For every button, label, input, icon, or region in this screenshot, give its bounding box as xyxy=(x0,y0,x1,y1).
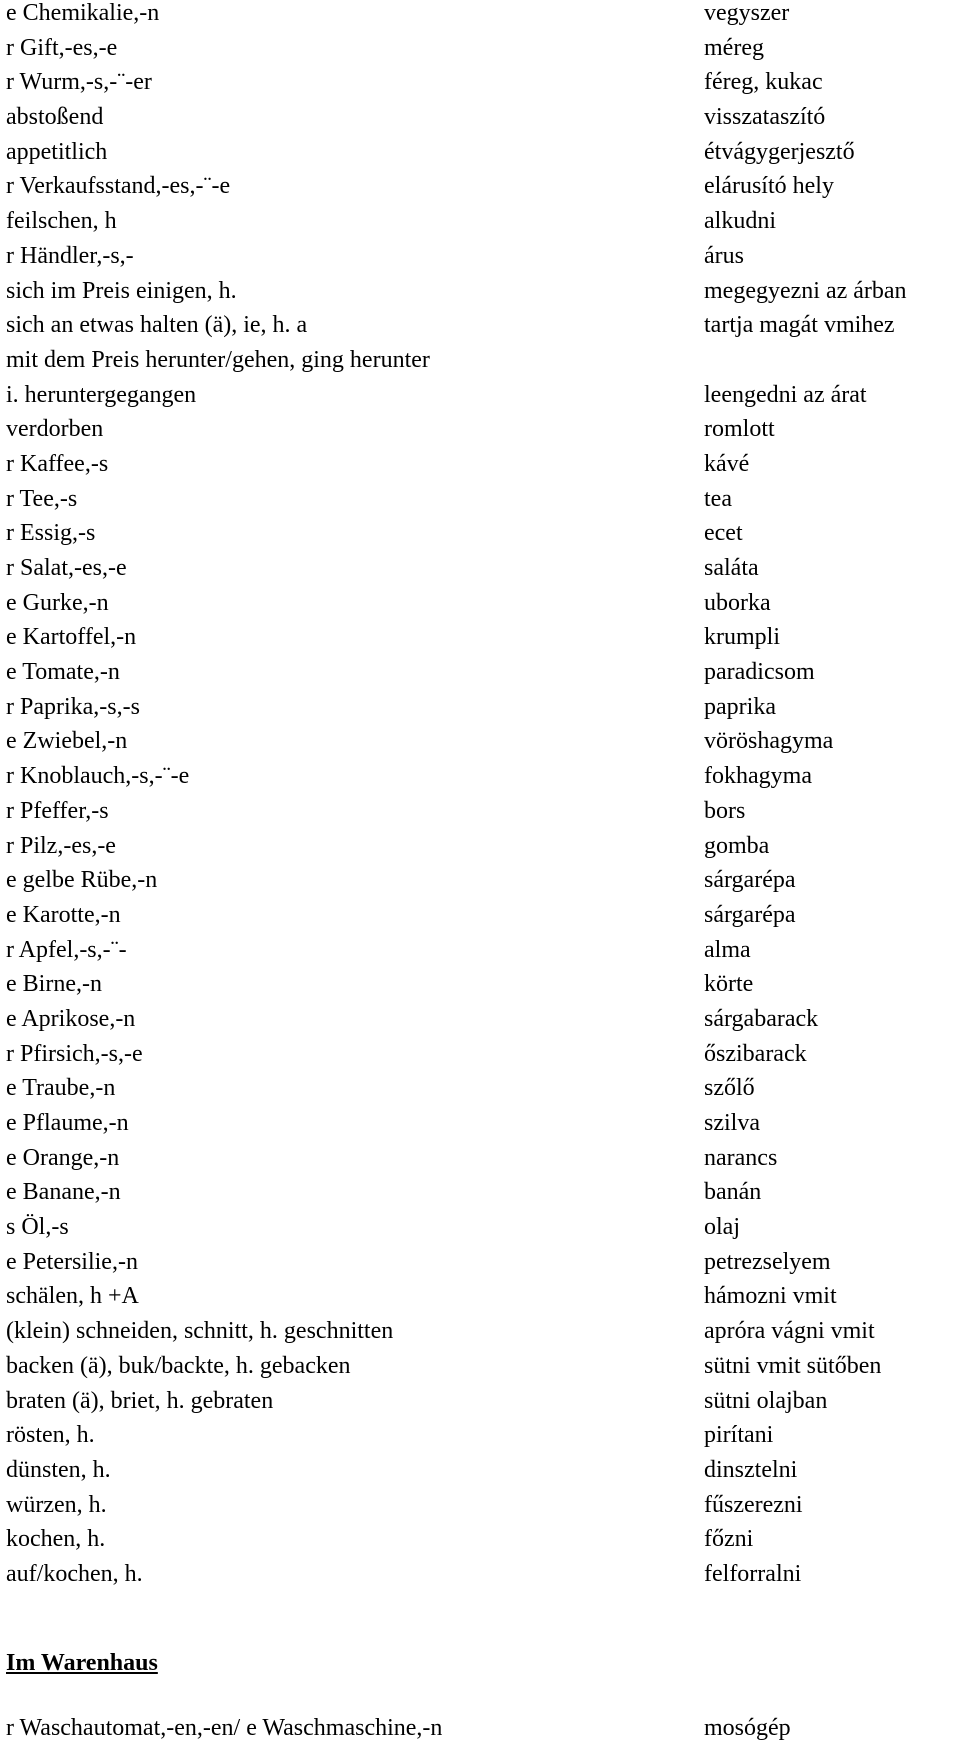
german-term: verdorben xyxy=(6,416,104,443)
hungarian-translation: sárgarépa xyxy=(704,867,796,894)
german-term: r Pfirsich,-s,-e xyxy=(6,1040,143,1067)
hungarian-translation: ecet xyxy=(704,520,743,547)
german-term: r Waschautomat,-en,-en/ e Waschmaschine,-n xyxy=(6,1714,443,1741)
vocab-row xyxy=(6,382,956,417)
vocabulary-sheet xyxy=(6,0,956,1749)
hungarian-translation: alma xyxy=(704,936,751,963)
vocab-row xyxy=(6,659,956,694)
section-heading: Im Warenhaus xyxy=(6,1649,158,1676)
german-term: schälen, h +A xyxy=(6,1283,139,1310)
german-term: r Knoblauch,-s,-¨-e xyxy=(6,763,190,790)
german-term: e Birne,-n xyxy=(6,971,102,998)
german-term: r Paprika,-s,-s xyxy=(6,693,140,720)
hungarian-translation: sütni vmit sütőben xyxy=(704,1352,882,1379)
hungarian-translation: féreg, kukac xyxy=(704,69,823,96)
german-term: e gelbe Rübe,-n xyxy=(6,867,158,894)
hungarian-translation: sárgarépa xyxy=(704,901,796,928)
vocab-row xyxy=(6,416,956,451)
hungarian-translation: hámozni vmit xyxy=(704,1283,837,1310)
german-term: r Gift,-es,-e xyxy=(6,34,118,61)
vocab-row xyxy=(6,208,956,243)
hungarian-translation: paprika xyxy=(704,693,776,720)
vocab-row xyxy=(6,728,956,763)
hungarian-translation: mosógép xyxy=(704,1714,791,1741)
hungarian-translation: vegyszer xyxy=(704,0,790,26)
hungarian-translation: olaj xyxy=(704,1214,740,1241)
hungarian-translation: pirítani xyxy=(704,1422,774,1449)
german-term: r Pilz,-es,-e xyxy=(6,832,116,859)
hungarian-translation: felforralni xyxy=(704,1560,802,1587)
german-term: feilschen, h xyxy=(6,208,117,235)
german-term: i. heruntergegangen xyxy=(6,381,197,408)
german-term: r Wurm,-s,-¨-er xyxy=(6,69,152,96)
hungarian-translation: árus xyxy=(704,242,744,269)
german-term: e Zwiebel,-n xyxy=(6,728,128,755)
german-term: e Gurke,-n xyxy=(6,589,109,616)
hungarian-translation: apróra vágni vmit xyxy=(704,1318,875,1345)
german-term: dünsten, h. xyxy=(6,1456,111,1483)
vocab-row xyxy=(6,1457,956,1492)
german-term: würzen, h. xyxy=(6,1491,107,1518)
hungarian-translation: leengedni az árat xyxy=(704,381,867,408)
vocab-row xyxy=(6,486,956,521)
vocab-row xyxy=(6,1353,956,1388)
hungarian-translation: banán xyxy=(704,1179,762,1206)
hungarian-translation: szőlő xyxy=(704,1075,755,1102)
german-term: sich an etwas halten (ä), ie, h. a xyxy=(6,312,308,339)
german-term: r Apfel,-s,-¨- xyxy=(6,936,127,963)
vocab-row xyxy=(6,312,956,347)
hungarian-translation: sárgabarack xyxy=(704,1005,819,1032)
german-term: e Aprikose,-n xyxy=(6,1005,136,1032)
vocab-row xyxy=(6,833,956,868)
vocab-row xyxy=(6,763,956,798)
vocab-row xyxy=(6,0,956,35)
german-term: e Orange,-n xyxy=(6,1144,120,1171)
hungarian-translation: narancs xyxy=(704,1144,778,1171)
vocab-row xyxy=(6,1249,956,1284)
hungarian-translation: elárusító hely xyxy=(704,173,834,200)
vocab-row xyxy=(6,590,956,625)
german-term: r Pfeffer,-s xyxy=(6,797,109,824)
vocab-row xyxy=(6,1388,956,1423)
hungarian-translation: körte xyxy=(704,971,754,998)
vocab-row xyxy=(6,243,956,278)
vocab-row xyxy=(6,971,956,1006)
vocab-row xyxy=(6,1110,956,1145)
hungarian-translation: petrezselyem xyxy=(704,1248,831,1275)
german-term: (klein) schneiden, schnitt, h. geschnitten xyxy=(6,1318,394,1345)
german-term: mit dem Preis herunter/gehen, ging herunter xyxy=(6,346,430,373)
german-term: rösten, h. xyxy=(6,1422,95,1449)
hungarian-translation: tea xyxy=(704,485,732,512)
german-term: backen (ä), buk/backte, h. gebacken xyxy=(6,1352,351,1379)
german-term: e Petersilie,-n xyxy=(6,1248,138,1275)
vocab-row xyxy=(6,624,956,659)
german-term: e Karotte,-n xyxy=(6,901,121,928)
hungarian-translation: őszibarack xyxy=(704,1040,807,1067)
vocab-row xyxy=(6,451,956,486)
vocab-row xyxy=(6,104,956,139)
vocab-row xyxy=(6,1145,956,1180)
vocab-row xyxy=(6,35,956,70)
hungarian-translation: főzni xyxy=(704,1526,754,1553)
vocab-row xyxy=(6,1283,956,1318)
german-term: e Traube,-n xyxy=(6,1075,116,1102)
vocab-row xyxy=(6,798,956,833)
hungarian-translation: szilva xyxy=(704,1110,760,1136)
vocab-row xyxy=(6,69,956,104)
german-term: abstoßend xyxy=(6,104,104,131)
vocab-row xyxy=(6,1006,956,1041)
hungarian-translation: bors xyxy=(704,797,746,824)
vocab-row xyxy=(6,1214,956,1249)
hungarian-translation: sütni olajban xyxy=(704,1387,828,1414)
hungarian-translation: fokhagyma xyxy=(704,763,812,790)
vocab-row xyxy=(6,867,956,902)
spacer xyxy=(6,1596,956,1643)
german-term: r Tee,-s xyxy=(6,485,78,512)
vocab-row xyxy=(6,1041,956,1076)
vocab-row xyxy=(6,1179,956,1214)
vocab-row xyxy=(6,1561,956,1596)
vocab-row xyxy=(6,173,956,208)
hungarian-translation: étvágygerjesztő xyxy=(704,138,855,165)
german-term: kochen, h. xyxy=(6,1526,106,1553)
hungarian-translation: kávé xyxy=(704,450,750,477)
spacer xyxy=(6,1683,956,1715)
german-term: e Tomate,-n xyxy=(6,659,120,686)
vocab-row xyxy=(6,937,956,972)
hungarian-translation: paradicsom xyxy=(704,659,815,686)
vocab-row xyxy=(6,694,956,729)
hungarian-translation: fűszerezni xyxy=(704,1491,803,1518)
vocab-row xyxy=(6,1318,956,1353)
hungarian-translation: gomba xyxy=(704,832,770,859)
vocab-row xyxy=(6,347,956,382)
german-term: r Händler,-s,- xyxy=(6,242,134,269)
vocab-row xyxy=(6,520,956,555)
hungarian-translation: uborka xyxy=(704,589,771,616)
german-term: braten (ä), briet, h. gebraten xyxy=(6,1387,274,1414)
hungarian-translation: vöröshagyma xyxy=(704,728,834,755)
german-term: e Kartoffel,-n xyxy=(6,624,137,651)
hungarian-translation: romlott xyxy=(704,416,775,443)
hungarian-translation: alkudni xyxy=(704,208,776,235)
hungarian-translation: krumpli xyxy=(704,624,780,651)
vocab-row xyxy=(6,1526,956,1561)
vocab-row xyxy=(6,902,956,937)
german-term: e Chemikalie,-n xyxy=(6,0,160,26)
vocab-row xyxy=(6,555,956,590)
vocab-row xyxy=(6,139,956,174)
german-term: s Öl,-s xyxy=(6,1214,69,1241)
vocab-row xyxy=(6,1422,956,1457)
hungarian-translation: megegyezni az árban xyxy=(704,277,907,304)
hungarian-translation: saláta xyxy=(704,555,759,581)
vocabulary-list xyxy=(6,0,956,1596)
german-term: r Verkaufsstand,-es,-¨-e xyxy=(6,173,231,200)
german-term: r Kaffee,-s xyxy=(6,450,109,477)
german-term: e Banane,-n xyxy=(6,1179,121,1206)
german-term: r Essig,-s xyxy=(6,520,96,547)
german-term: sich im Preis einigen, h. xyxy=(6,277,237,304)
german-term: auf/kochen, h. xyxy=(6,1560,143,1587)
hungarian-translation: méreg xyxy=(704,34,764,61)
vocab-row xyxy=(6,1075,956,1110)
hungarian-translation: visszataszító xyxy=(704,104,826,131)
hungarian-translation: dinsztelni xyxy=(704,1456,798,1483)
vocab-row xyxy=(6,1492,956,1527)
german-term: e Pflaume,-n xyxy=(6,1110,129,1136)
vocab-row xyxy=(6,278,956,313)
hungarian-translation: tartja magát vmihez xyxy=(704,312,895,339)
german-term: appetitlich xyxy=(6,138,108,165)
german-term: r Salat,-es,-e xyxy=(6,555,127,581)
